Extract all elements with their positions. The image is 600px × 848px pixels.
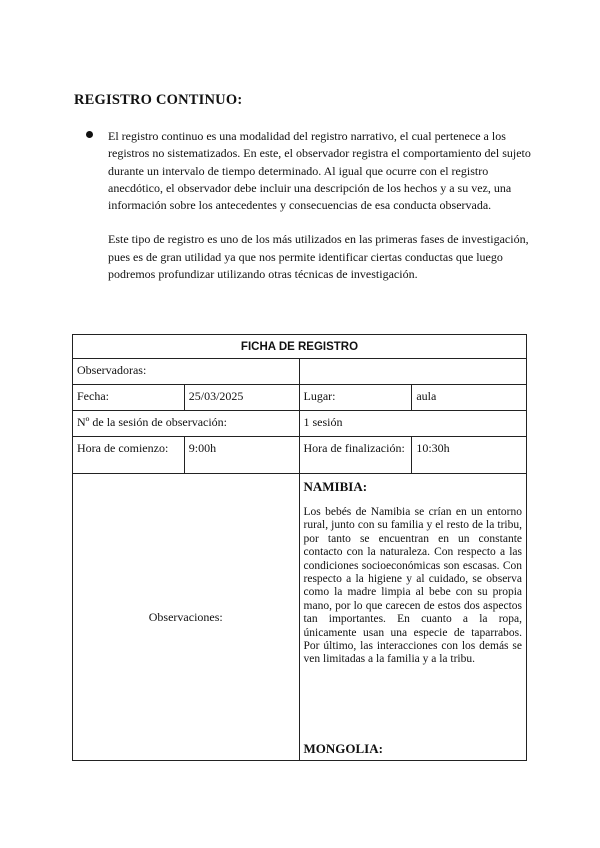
lugar-label: Lugar: [299, 385, 412, 411]
region-text-namibia: Los bebés de Namibia se crían en un entorno rural, junto con su familia y el resto de la tribu, por tanto se encuentran en un constante contacto con la naturaleza. Con respecto a las condiciones socioeconómicas son escasas. Con respecto a la higiene y al cuidado, se observa como la madre limpia al bebe con su propia mano, por lo que carecen de estos dos aspectos tan importantes. En cuanto a la ropa, únicamente usan una especie de taparrabos. Por último, las interacciones con los demás se ven limitadas a la familia y a la tribu. [303, 506, 522, 666]
fecha-value: 25/03/2025 [184, 385, 299, 411]
sesion-value: 1 sesión [299, 411, 526, 437]
ficha-registro-table [72, 334, 527, 761]
hora-comienzo-label: Hora de comienzo: [73, 437, 185, 474]
bullet-list [86, 128, 532, 283]
sesion-label: Nº de la sesión de observación: [73, 411, 300, 437]
definition-paragraph: El registro continuo es una modalidad del registro narrativo, el cual pertenece a los registros no sistematizados. En este, el observador registra el comportamiento del sujeto durante un intervalo de tiempo determinado. Al igual que ocurre con el registro anecdótico, el observador debe incluir una descripción de los hechos y a su vez, una información sobre los antecedentes y consecuencias de esa conducta observada. [108, 129, 531, 213]
observaciones-cell [299, 474, 526, 761]
lugar-value: aula [412, 385, 527, 411]
observadoras-label: Observadoras: [73, 359, 300, 385]
bullet-dot-icon [86, 131, 93, 138]
usage-paragraph: Este tipo de registro es uno de los más utilizados en las primeras fases de investigación, pues es de gran utilidad ya que nos permite identificar ciertas conductas que luego podremos profundizar utilizando otras técnicas de investigación. [108, 232, 529, 282]
observadoras-value [299, 359, 526, 385]
hora-comienzo-value: 9:00h [184, 437, 299, 474]
table-title: FICHA DE REGISTRO [73, 335, 527, 359]
hora-fin-value: 10:30h [412, 437, 527, 474]
fecha-label: Fecha: [73, 385, 185, 411]
section-heading: REGISTRO CONTINUO: [74, 92, 243, 108]
bullet-item [86, 128, 532, 283]
observaciones-label: Observaciones: [73, 474, 300, 761]
region-title-mongolia: MONGOLIA: [303, 741, 383, 756]
region-title-namibia: NAMIBIA: [303, 479, 368, 494]
hora-fin-label: Hora de finalización: [299, 437, 412, 474]
